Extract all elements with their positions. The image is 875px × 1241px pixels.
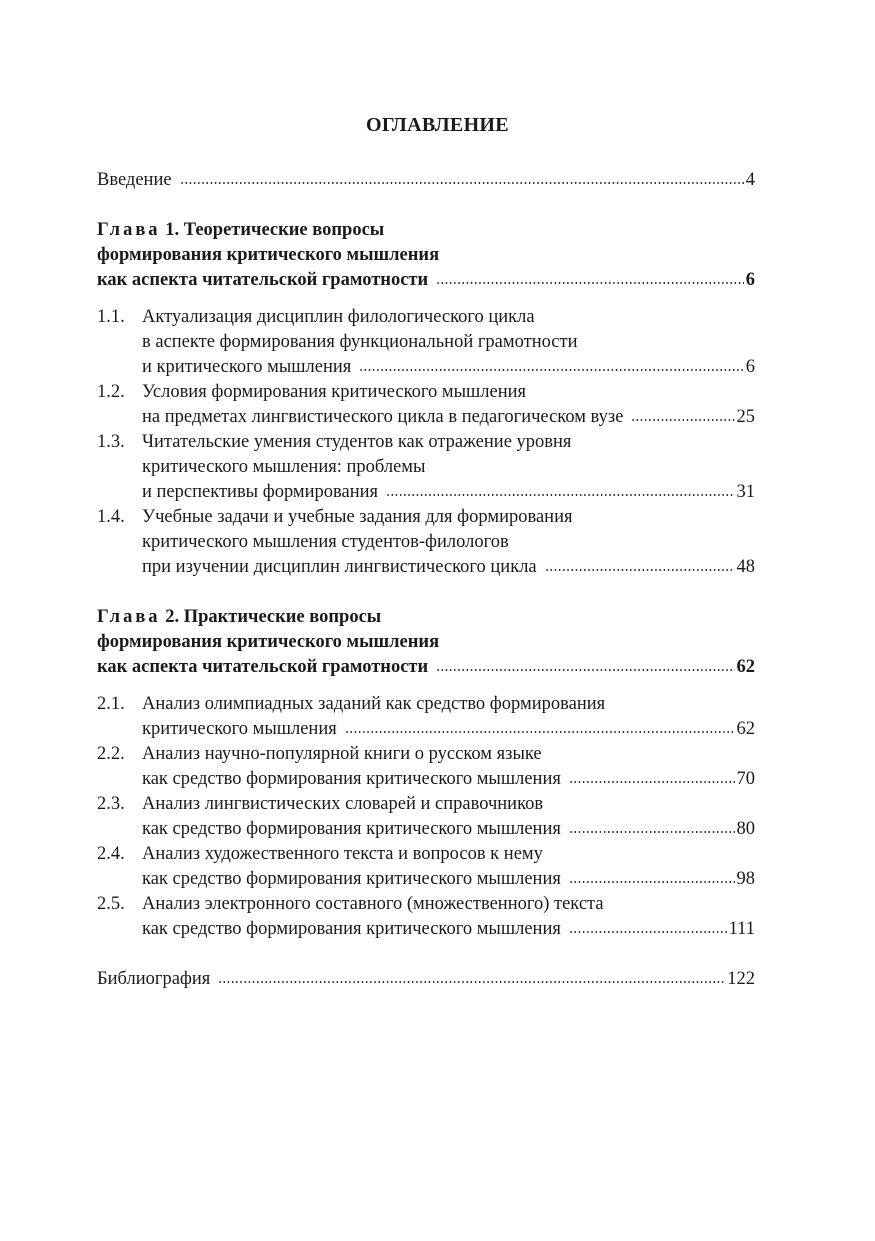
- entry-title-text: при изучении дисциплин лингвистического цикла: [142, 557, 537, 577]
- page-title: ОГЛАВЛЕНИЕ: [366, 114, 509, 136]
- section-number: 1.4.: [97, 507, 125, 527]
- spacer: [97, 193, 755, 218]
- toc-entry-section[interactable]: [97, 380, 755, 430]
- toc-entry-section[interactable]: [97, 792, 755, 842]
- entry-line: [142, 742, 755, 767]
- page-number: 62: [736, 719, 755, 739]
- entry-line: [97, 967, 755, 992]
- entry-title-text: Читательские умения студентов как отражение уровня: [142, 432, 572, 452]
- entry-title-text: как средство формирования критического мышления: [142, 769, 561, 789]
- entry-line: [142, 692, 755, 717]
- entry-title-text: и критического мышления: [142, 357, 352, 377]
- toc-entry-section[interactable]: [97, 842, 755, 892]
- entry-body: [142, 505, 755, 580]
- chapter-number: 2.: [165, 607, 180, 627]
- page-number: 48: [736, 557, 755, 577]
- dot-leader: [436, 281, 744, 285]
- toc-entry-section[interactable]: [97, 305, 755, 380]
- entry-title-text: Практические вопросы: [183, 607, 382, 627]
- dot-leader: [569, 780, 735, 784]
- toc-entry-section[interactable]: [97, 892, 755, 942]
- entry-line: [142, 717, 755, 742]
- entry-body: [142, 305, 755, 380]
- entry-line: [142, 430, 755, 455]
- entry-title-text: формирования критического мышления: [97, 632, 440, 652]
- toc-entry-plain[interactable]: [97, 168, 755, 193]
- entry-line: [142, 767, 755, 792]
- entry-title-text: критического мышления: проблемы: [142, 457, 426, 477]
- chapter-label: Глава: [97, 607, 161, 627]
- entry-body: [142, 792, 755, 842]
- entry-title-text: Анализ лингвистических словарей и справочников: [142, 794, 544, 814]
- dot-leader: [345, 730, 735, 734]
- spacer: [97, 580, 755, 605]
- entry-line: [97, 605, 755, 630]
- dot-leader: [218, 980, 725, 984]
- entry-title-text: как средство формирования критического мышления: [142, 819, 561, 839]
- dot-leader: [359, 368, 743, 372]
- entry-title-text: Анализ научно-популярной книги о русском языке: [142, 744, 542, 764]
- entry-line: [142, 555, 755, 580]
- page-number: 70: [736, 769, 755, 789]
- section-number: 2.3.: [97, 794, 125, 814]
- entry-line: [142, 380, 755, 405]
- page-number: 122: [727, 969, 755, 989]
- page-number: 80: [736, 819, 755, 839]
- entry-line: [142, 792, 755, 817]
- spacer: [97, 293, 755, 305]
- entry-title-text: как средство формирования критического мышления: [142, 919, 561, 939]
- entry-body: [97, 605, 755, 680]
- page-number: 31: [736, 482, 755, 502]
- page-number: 111: [728, 919, 755, 939]
- entry-line: [97, 268, 755, 293]
- entry-title-text: Библиография: [97, 969, 211, 989]
- entry-title-text: Актуализация дисциплин филологического цикла: [142, 307, 535, 327]
- entry-title-text: в аспекте формирования функциональной грамотности: [142, 332, 578, 352]
- entry-title-text: Анализ электронного составного (множественного) текста: [142, 894, 604, 914]
- entry-body: [97, 218, 755, 293]
- entry-body: [142, 692, 755, 742]
- page-number: 98: [736, 869, 755, 889]
- toc-entry-section[interactable]: [97, 692, 755, 742]
- entry-line: [142, 505, 755, 530]
- toc-entry-section[interactable]: [97, 742, 755, 792]
- page-number: 6: [745, 357, 755, 377]
- page-number: 62: [736, 657, 755, 677]
- entry-line: [142, 530, 755, 555]
- entry-line: [142, 480, 755, 505]
- page-number: 25: [736, 407, 755, 427]
- entry-title-text: Условия формирования критического мышления: [142, 382, 527, 402]
- entry-title-text: критического мышления студентов-филологов: [142, 532, 509, 552]
- dot-leader: [569, 830, 735, 834]
- section-number: 2.5.: [97, 894, 125, 914]
- entry-line: [142, 455, 755, 480]
- entry-line: [142, 330, 755, 355]
- entry-body: [97, 967, 755, 992]
- dot-leader: [545, 568, 735, 572]
- entry-line: [97, 218, 755, 243]
- entry-title-text: критического мышления: [142, 719, 337, 739]
- entry-body: [142, 892, 755, 942]
- entry-title-text: как аспекта читательской грамотности: [97, 270, 429, 290]
- dot-leader: [569, 930, 727, 934]
- entry-body: [142, 380, 755, 430]
- table-of-contents: [97, 168, 755, 992]
- dot-leader: [180, 181, 744, 185]
- entry-title-text: Анализ художественного текста и вопросов к нему: [142, 844, 543, 864]
- entry-title-text: на предметах лингвистического цикла в педагогическом вузе: [142, 407, 624, 427]
- entry-line: [142, 355, 755, 380]
- entry-title-text: Анализ олимпиадных заданий как средство формирования: [142, 694, 606, 714]
- page-number: 6: [745, 270, 755, 290]
- entry-line: [142, 817, 755, 842]
- page-number: 4: [745, 170, 755, 190]
- toc-entry-section[interactable]: [97, 430, 755, 505]
- entry-line: [97, 168, 755, 193]
- entry-title-text: как средство формирования критического мышления: [142, 869, 561, 889]
- entry-line: [142, 842, 755, 867]
- spacer: [97, 942, 755, 967]
- entry-body: [97, 168, 755, 193]
- dot-leader: [631, 418, 734, 422]
- entry-line: [142, 892, 755, 917]
- entry-body: [142, 842, 755, 892]
- dot-leader: [436, 668, 734, 672]
- entry-title-text: Теоретические вопросы: [183, 220, 385, 240]
- entry-line: [97, 655, 755, 680]
- toc-entry-section[interactable]: [97, 505, 755, 580]
- entry-line: [142, 405, 755, 430]
- entry-line: [97, 243, 755, 268]
- entry-title-text: формирования критического мышления: [97, 245, 440, 265]
- toc-entry-chapter[interactable]: [97, 218, 755, 293]
- entry-line: [142, 305, 755, 330]
- section-number: 2.4.: [97, 844, 125, 864]
- section-number: 1.1.: [97, 307, 125, 327]
- chapter-number: 1.: [165, 220, 180, 240]
- section-number: 2.2.: [97, 744, 125, 764]
- section-number: 1.2.: [97, 382, 125, 402]
- spacer: [97, 680, 755, 692]
- section-number: 1.3.: [97, 432, 125, 452]
- toc-entry-plain[interactable]: [97, 967, 755, 992]
- entry-title-text: Учебные задачи и учебные задания для формирования: [142, 507, 573, 527]
- chapter-label: Глава: [97, 220, 161, 240]
- dot-leader: [386, 493, 734, 497]
- entry-title-text: как аспекта читательской грамотности: [97, 657, 429, 677]
- entry-body: [142, 430, 755, 505]
- section-number: 2.1.: [97, 694, 125, 714]
- entry-line: [142, 917, 755, 942]
- entry-title-text: Введение: [97, 170, 172, 190]
- entry-line: [97, 630, 755, 655]
- entry-title-text: и перспективы формирования: [142, 482, 379, 502]
- dot-leader: [569, 880, 735, 884]
- entry-line: [142, 867, 755, 892]
- entry-body: [142, 742, 755, 792]
- toc-entry-chapter[interactable]: [97, 605, 755, 680]
